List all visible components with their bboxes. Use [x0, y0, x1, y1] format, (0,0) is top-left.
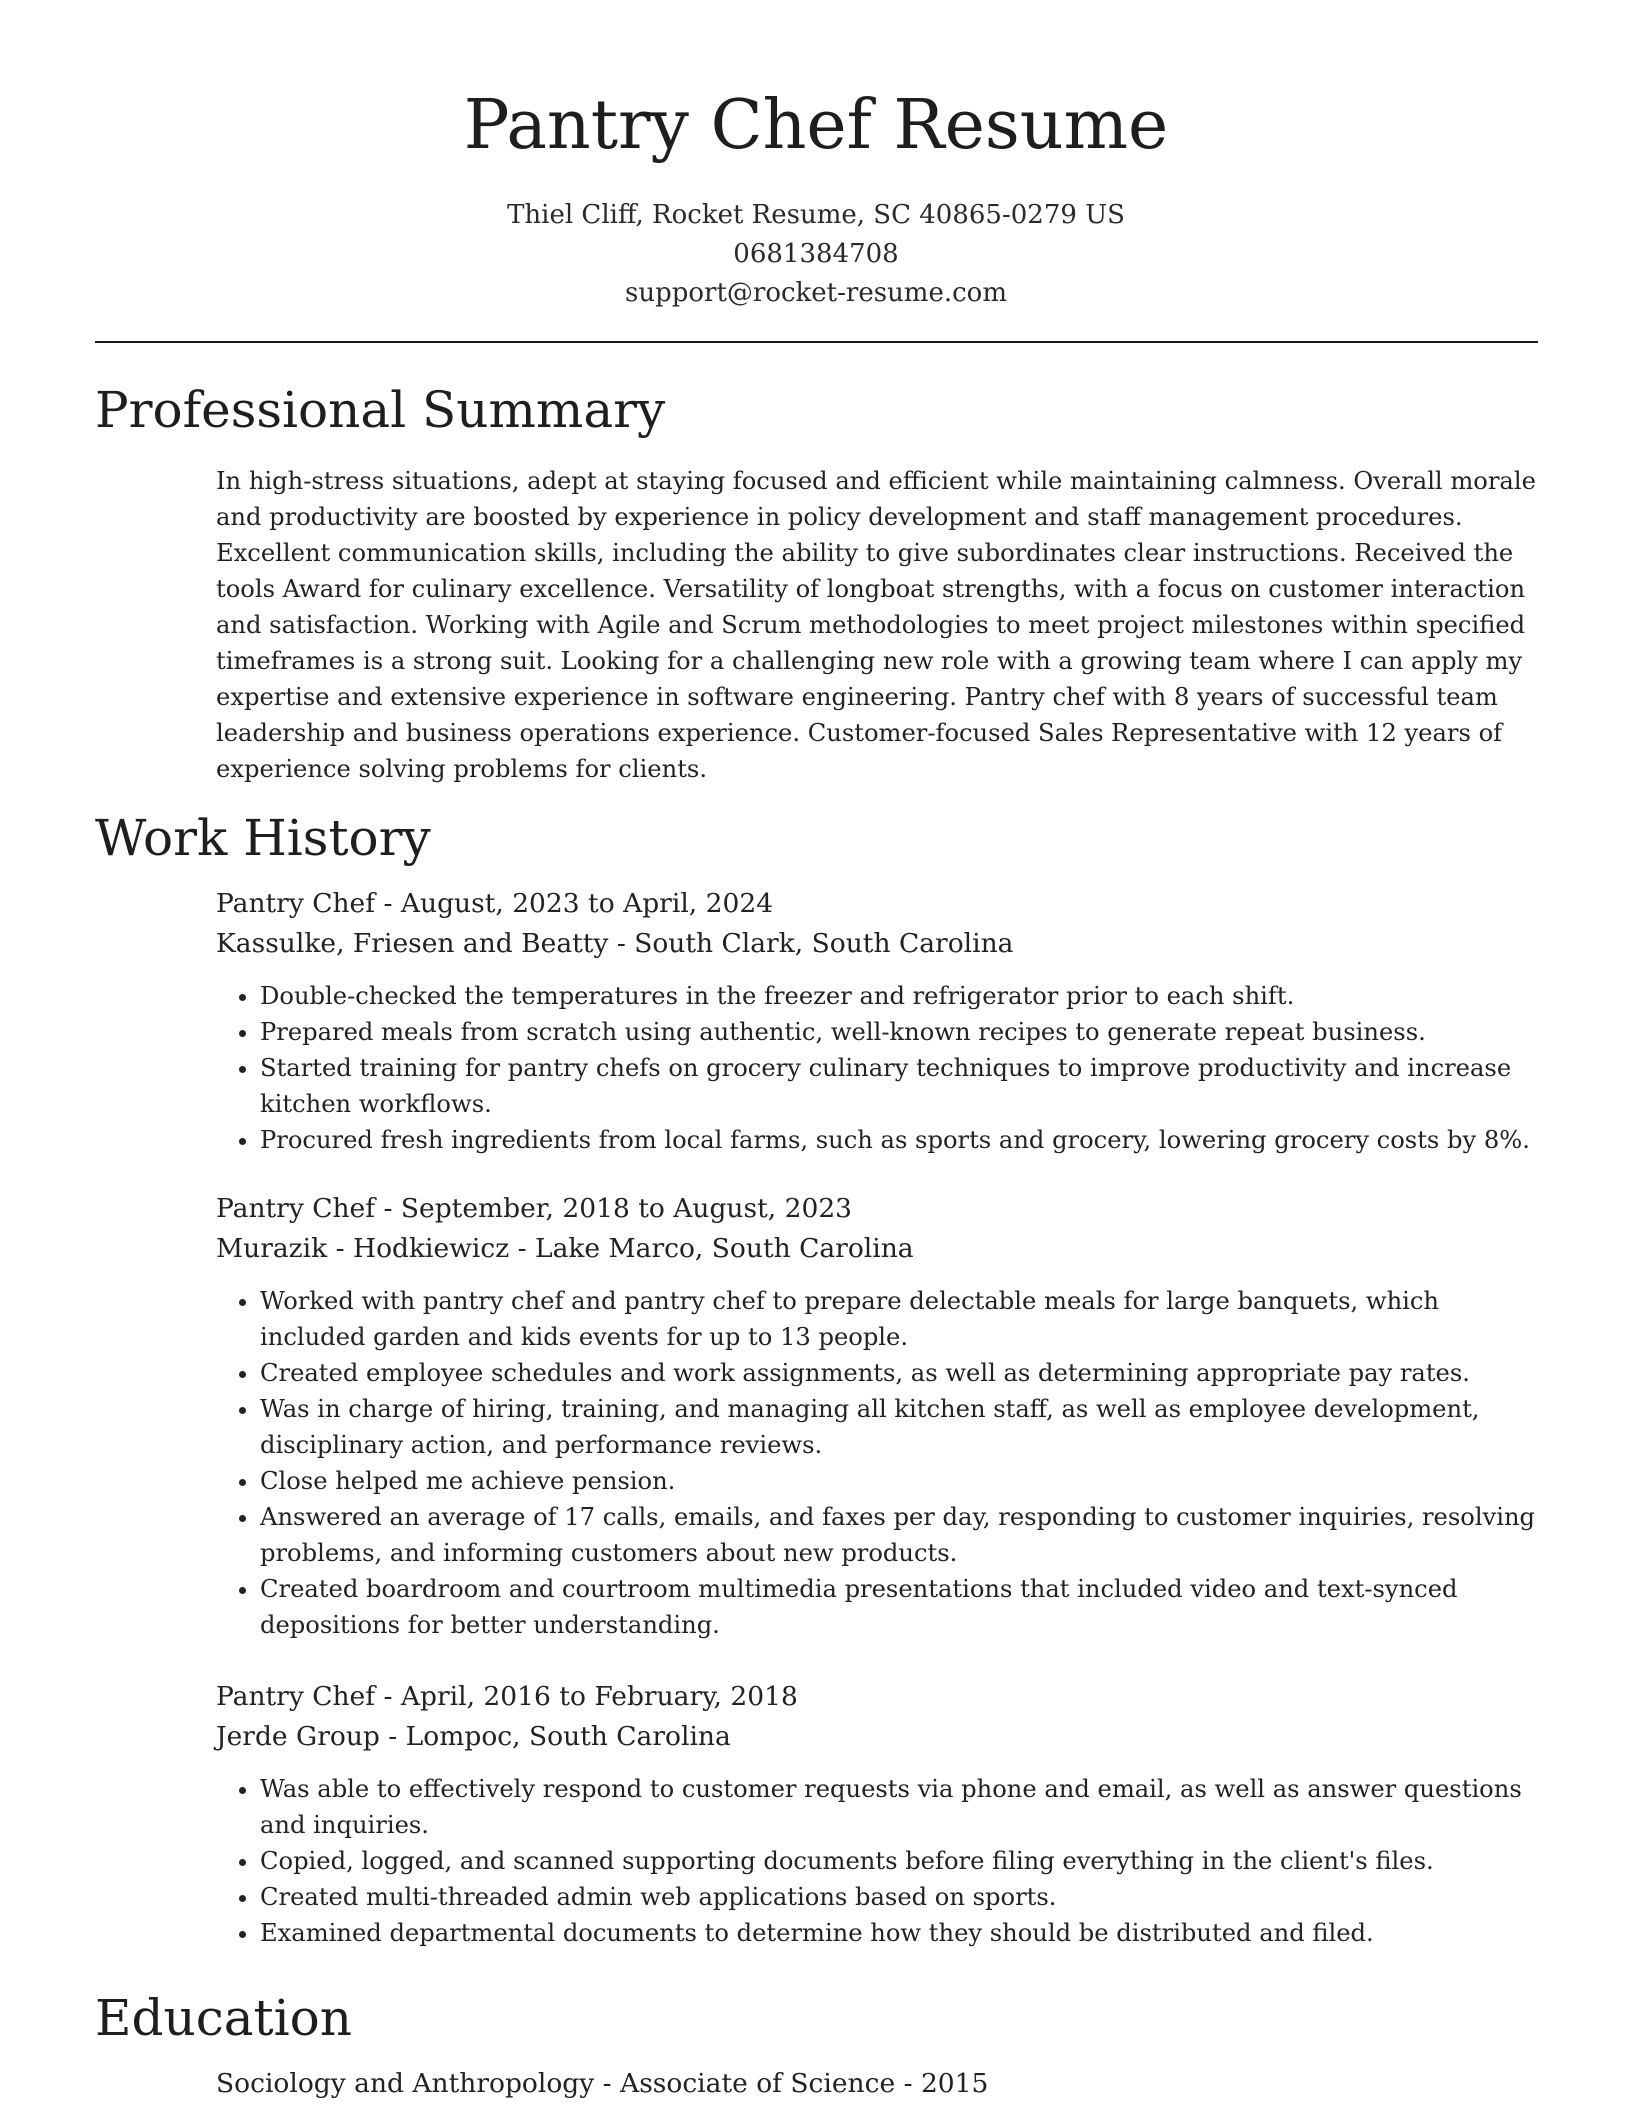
education-details: - Associate of Science - 2015 [594, 2068, 989, 2099]
job-bullet: • Started training for pantry chefs on grocery culinary techniques to improve productivity and increase kitchen workflows. [260, 1050, 1542, 1122]
job-bullets [216, 1283, 1542, 1643]
education-entry [216, 2064, 1542, 2104]
job-role: Pantry Chef [216, 888, 376, 919]
job-bullets [216, 1771, 1542, 1951]
contact-email: support@rocket-resume.com [624, 278, 1007, 308]
resume-header [0, 78, 1632, 313]
job-role: Pantry Chef [216, 1193, 376, 1224]
job-bullet: • Was in charge of hiring, training, and managing all kitchen staff, as well as employee development, disciplinary action, and performance reviews. [260, 1391, 1542, 1463]
job-location: - Lompoc, South Carolina [379, 1721, 731, 1752]
job-title-line [216, 1189, 1542, 1229]
job-bullet: • Examined departmental documents to determine how they should be distributed and filed. [260, 1915, 1542, 1951]
job-bullet: • Worked with pantry chef and pantry chef to prepare delectable meals for large banquets, which included garden and kids events for up to 13 people. [260, 1283, 1542, 1355]
job-bullets [216, 978, 1542, 1158]
job-dates: - April, 2016 to February, 2018 [375, 1681, 798, 1712]
job-bullet: • Copied, logged, and scanned supporting documents before filing everything in the client's files. [260, 1843, 1542, 1879]
job-bullet: • Double-checked the temperatures in the freezer and refrigerator prior to each shift. [260, 978, 1542, 1014]
contact-address: Thiel Cliff, Rocket Resume, SC 40865-0279 US [507, 200, 1125, 230]
job-title-line [216, 884, 1542, 924]
section-title-education: Education [95, 1989, 352, 2047]
resume-title: Pantry Chef Resume [463, 86, 1169, 165]
job-bullet: • Answered an average of 17 calls, emails, and faxes per day, responding to customer inquiries, resolving problems, and informing customers about new products. [260, 1499, 1542, 1571]
job-dates: - September, 2018 to August, 2023 [375, 1193, 853, 1224]
job-bullet: • Close helped me achieve pension. [260, 1463, 1542, 1499]
job-company: Jerde Group [216, 1721, 380, 1752]
job-location: - South Clark, South Carolina [608, 928, 1014, 959]
job-bullet: • Created employee schedules and work assignments, as well as determining appropriate pay rates. [260, 1355, 1542, 1391]
job-bullet: • Created multi-threaded admin web applications based on sports. [260, 1879, 1542, 1915]
job-dates: - August, 2023 to April, 2024 [375, 888, 774, 919]
job-company: Murazik - Hodkiewicz [216, 1233, 510, 1264]
job-title-line [216, 1677, 1542, 1717]
section-title-summary: Professional Summary [95, 381, 666, 439]
job-entry [216, 884, 1542, 1158]
job-entry [216, 1677, 1542, 1951]
section-title-work-history: Work History [95, 809, 431, 867]
contact-block [0, 196, 1632, 313]
job-location: - Lake Marco, South Carolina [509, 1233, 914, 1264]
job-company-line [216, 924, 1542, 964]
header-divider [95, 341, 1538, 343]
summary-text: In high-stress situations, adept at staying focused and efficient while maintaining calmness. Overall morale and productivity are boosted by experience in policy development and staff management procedures. Excellent communication skills, including the ability to give subordinates clear instructions. Received the tools Award for culinary excellence. Versatility of longboat strengths, with a focus on customer interaction and satisfaction. Working with Agile and Scrum methodologies to meet project milestones within specified timeframes is a strong suit. Looking for a challenging new role with a growing team where I can apply my expertise and extensive experience in software engineering. Pantry chef with 8 years of successful team leadership and business operations experience. Customer-focused Sales Representative with 12 years of experience solving problems for clients. [216, 467, 1536, 783]
job-company-line [216, 1717, 1542, 1757]
education-field: Sociology and Anthropology [216, 2068, 595, 2099]
job-bullet: • Created boardroom and courtroom multimedia presentations that included video and text-synced depositions for better understanding. [260, 1571, 1542, 1643]
job-bullet: • Procured fresh ingredients from local farms, such as sports and grocery, lowering grocery costs by 8%. [260, 1122, 1542, 1158]
job-bullet: • Prepared meals from scratch using authentic, well-known recipes to generate repeat business. [260, 1014, 1542, 1050]
job-role: Pantry Chef [216, 1681, 376, 1712]
job-entry [216, 1189, 1542, 1643]
job-company-line [216, 1229, 1542, 1269]
job-bullet: • Was able to effectively respond to customer requests via phone and email, as well as answer questions and inquiries. [260, 1771, 1542, 1843]
job-company: Kassulke, Friesen and Beatty [216, 928, 609, 959]
contact-phone: 0681384708 [733, 239, 899, 269]
